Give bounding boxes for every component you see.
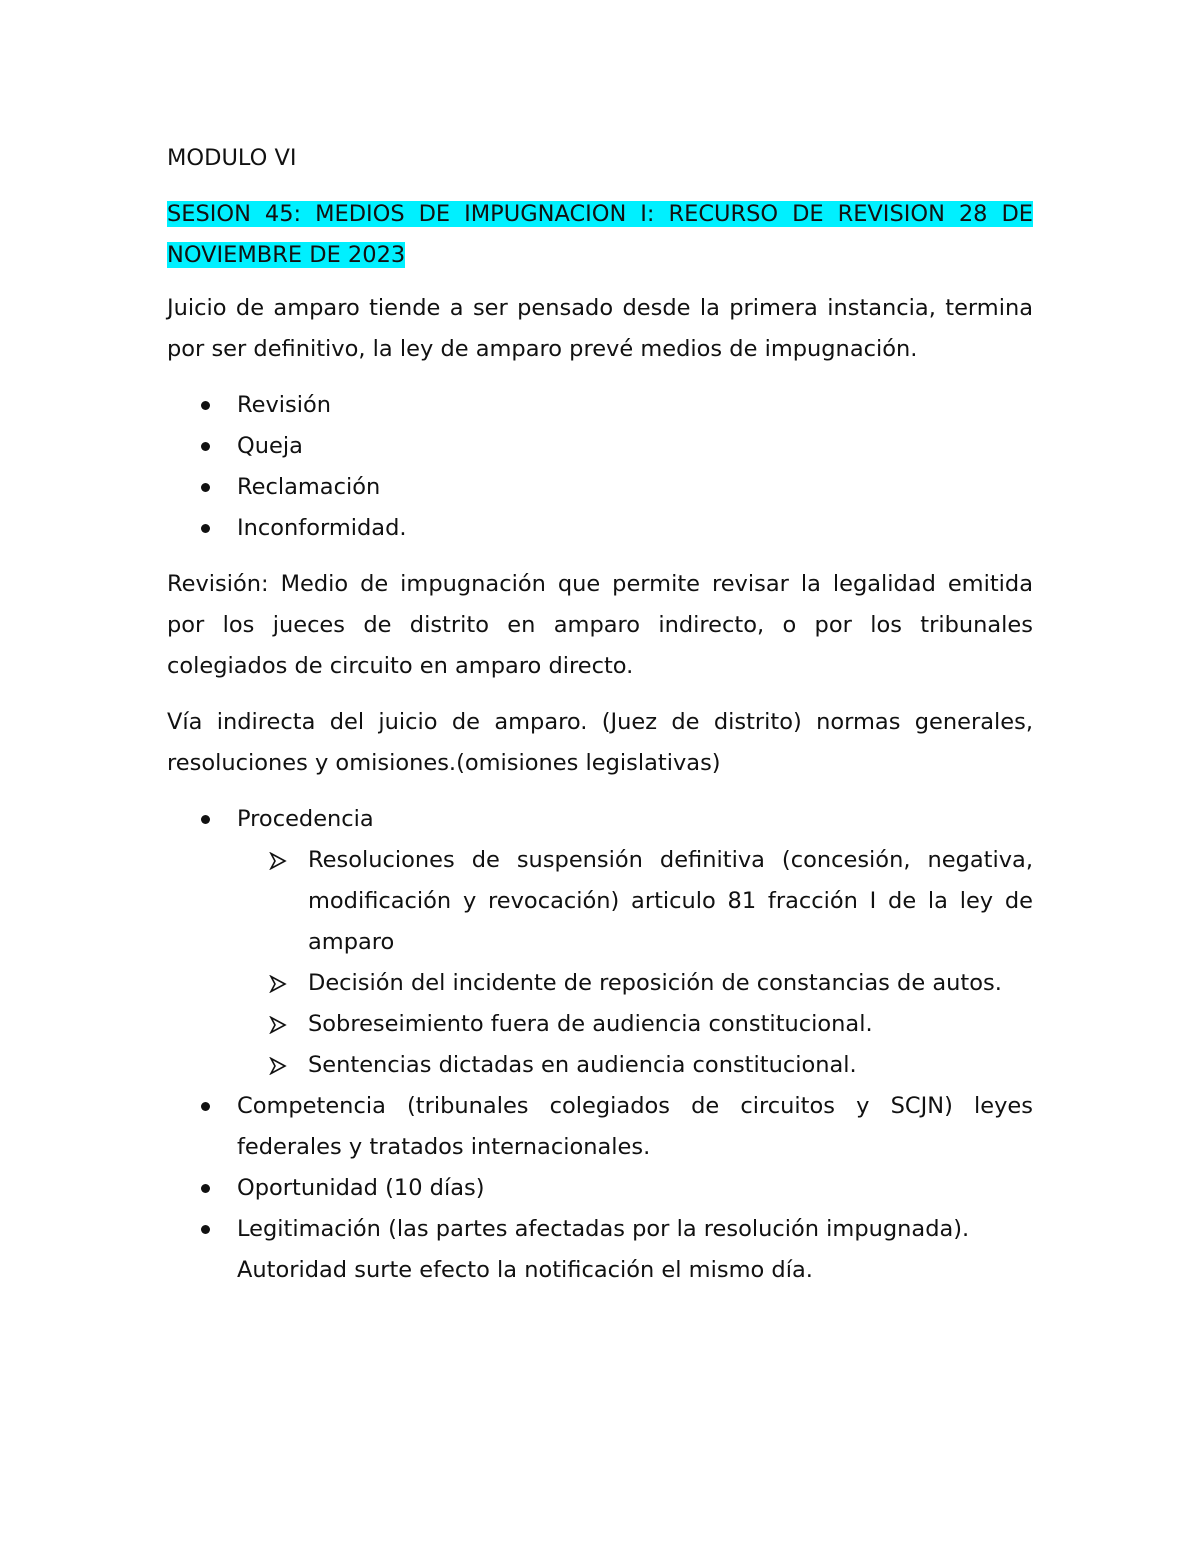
bullet-dot-icon xyxy=(201,815,210,824)
arrow-bullet-icon xyxy=(269,1057,287,1075)
revision-requirements-list xyxy=(167,799,1033,1291)
impugnation-media-list xyxy=(167,385,1033,549)
list-item-text: Reclamación xyxy=(237,474,381,500)
sub-list-item-text: Decisión del incidente de reposición de constancias de autos. xyxy=(308,970,1002,996)
bullet-dot-icon xyxy=(201,1225,210,1234)
oportunidad-text: Oportunidad (10 días) xyxy=(237,1175,485,1201)
list-item-text: Queja xyxy=(237,433,303,459)
procedencia-item xyxy=(167,799,1033,1086)
indirect-way-paragraph: Vía indirecta del juicio de amparo. (Juez de distrito) normas generales, resoluciones y omisiones.(omisiones legislativas) xyxy=(167,709,1033,776)
sub-list-item xyxy=(237,840,1033,963)
sub-list-item-text: Sobreseimiento fuera de audiencia constitucional. xyxy=(308,1011,873,1037)
legitimacion-text: Legitimación (las partes afectadas por la resolución impugnada). xyxy=(237,1216,970,1242)
legitimacion-note: Autoridad surte efecto la notificación el mismo día. xyxy=(237,1257,813,1283)
list-item-text: Revisión xyxy=(237,392,332,418)
list-item xyxy=(167,385,1033,426)
session-title-highlight: SESION 45: MEDIOS DE IMPUGNACION I: RECURSO DE REVISION 28 DE NOVIEMBRE DE 2023 xyxy=(167,201,1033,268)
bullet-dot-icon xyxy=(201,442,210,451)
list-item xyxy=(167,508,1033,549)
list-item xyxy=(167,426,1033,467)
module-title: MODULO VI xyxy=(167,145,297,171)
bullet-dot-icon xyxy=(201,483,210,492)
list-item-text: Inconformidad. xyxy=(237,515,407,541)
bullet-dot-icon xyxy=(201,1184,210,1193)
legitimacion-item xyxy=(167,1209,1033,1291)
revision-definition-paragraph: Revisión: Medio de impugnación que permite revisar la legalidad emitida por los jueces de distrito en amparo indirecto, o por los tribunales colegiados de circuito en amparo directo. xyxy=(167,571,1033,679)
procedencia-sublist xyxy=(237,840,1033,1086)
competencia-text: Competencia (tribunales colegiados de circuitos y SCJN) leyes federales y tratados internacionales. xyxy=(237,1093,1033,1160)
arrow-bullet-icon xyxy=(269,1016,287,1034)
bullet-dot-icon xyxy=(201,524,210,533)
intro-paragraph: Juicio de amparo tiende a ser pensado desde la primera instancia, termina por ser definitivo, la ley de amparo prevé medios de impugnación. xyxy=(167,295,1033,362)
sub-list-item xyxy=(237,1045,1033,1086)
sub-list-item xyxy=(237,1004,1033,1045)
arrow-bullet-icon xyxy=(269,975,287,993)
oportunidad-item xyxy=(167,1168,1033,1209)
arrow-bullet-icon xyxy=(269,852,287,870)
sub-list-item-text: Sentencias dictadas en audiencia constitucional. xyxy=(308,1052,857,1078)
list-item xyxy=(167,467,1033,508)
document-body xyxy=(167,138,1033,1291)
bullet-dot-icon xyxy=(201,401,210,410)
sub-list-item xyxy=(237,963,1033,1004)
session-title xyxy=(167,194,1033,276)
competencia-item xyxy=(167,1086,1033,1168)
bullet-dot-icon xyxy=(201,1102,210,1111)
procedencia-label: Procedencia xyxy=(237,806,374,832)
sub-list-item-text: Resoluciones de suspensión definitiva (concesión, negativa, modificación y revocación) articulo 81 fracción I de la ley de amparo xyxy=(308,847,1033,955)
